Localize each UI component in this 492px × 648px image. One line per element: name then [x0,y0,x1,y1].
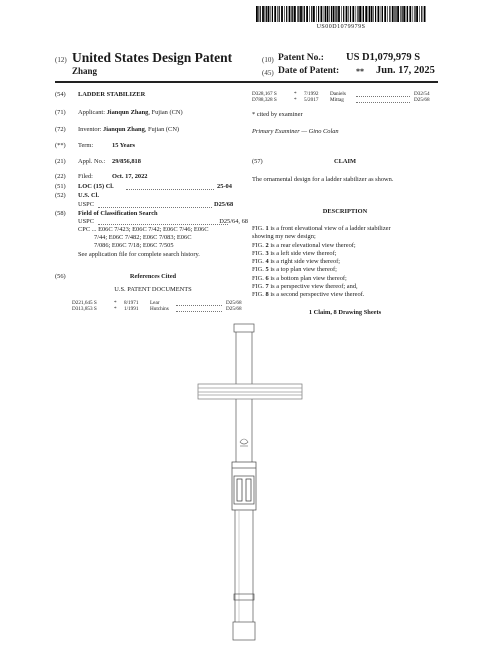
ref-date: 1/1991 [124,306,139,313]
lower-joint [234,594,254,600]
appl-no-label: Appl. No.: [78,158,106,165]
ref-leader [356,97,410,103]
figure-description: FIG. 8 is a second perspective view thereof. [252,291,365,299]
ref-class: D25/68 [226,300,242,306]
refs-right [252,91,438,103]
search-uspc-label: USPC [78,218,94,225]
ref-name: Hutchins [150,306,169,313]
ref-date: 5/2017 [304,97,319,104]
ref-leader [176,306,222,312]
term-code: (**) [55,142,66,149]
barcode [256,6,426,22]
code-12: (12) [55,56,67,64]
field-71-code: (71) [55,109,66,116]
ladder-stabilizer-drawing [170,322,330,644]
inventor-name: Jianqun Zhang [103,126,145,133]
ref-number: D221,645 S [72,300,97,306]
ref-class: D32/54 [414,91,430,97]
loc-value: 25-04 [217,183,232,190]
clamp-slot-left [237,479,242,501]
claim-text: The ornamental design for a ladder stabilizer as shown. [252,176,394,183]
ref-name: Lear [150,300,160,306]
field-58-code: (58) [55,210,66,217]
uspc-leader [98,207,212,208]
uspc-label: USPC [78,201,94,208]
code-45: (45) [262,69,274,77]
uspc-value: D25/68 [214,201,234,208]
inventor-line [78,126,179,134]
top-cap [234,324,254,332]
ref-leader [176,300,222,306]
date-marker: ** [356,67,364,76]
field-54-code: (54) [55,91,66,98]
loc-leader [126,189,214,190]
ref-name: Daniels [330,91,346,97]
crossbar [198,384,302,399]
cpc-line: 7/086; E06C 7/18; E06C 7/505 [94,242,174,250]
ladder-logo-mark [240,439,248,446]
figure-description: showing my new design; [252,233,316,241]
ref-mark: * [114,300,117,306]
date-label: Date of Patent: [278,66,340,76]
housing-block [232,462,256,510]
ref-number: D328,167 S [252,91,277,97]
applicant-name: Jianqun Zhang [106,109,149,116]
cpc-block [78,226,250,251]
ref-class: D25/68 [414,97,430,104]
patent-no-label: Patent No.: [278,53,324,63]
field-search-label: Field of Classification Search [78,210,158,217]
reference-row [252,97,438,103]
ref-mark: * [294,91,297,97]
filed-label: Filed: [78,173,93,180]
inventor-short-name: Zhang [72,66,98,76]
barcode-number: US00D1079979S [316,24,366,30]
field-72-code: (72) [55,126,66,133]
clamp-slot-right [246,479,251,501]
description-heading: DESCRIPTION [322,208,368,215]
patent-number: US D1,079,979 S [346,52,421,63]
field-56-code: (56) [55,273,66,280]
applicant-line [78,109,183,117]
term-value: 15 Years [112,142,136,149]
loc-label: LOC (15) Cl. [78,183,114,190]
references-cited-label: References Cited [129,273,177,280]
field-21-code: (21) [55,158,66,165]
ref-date: 7/1992 [304,91,319,97]
field-57-code: (57) [252,158,263,165]
search-history-note: See application file for complete search history. [78,251,200,258]
claims-sheets-summary: 1 Claim, 8 Drawing Sheets [308,309,382,316]
cpc-line: 7/44; E06C 7/482; E06C 7/083; E06C [94,234,192,242]
applicant-location: , Fujian (CN) [148,109,183,116]
term-label: Term: [78,142,94,149]
figure-description: FIG. 7 is a perspective view thereof; and, [252,283,358,291]
ref-date: 8/1971 [124,300,139,306]
figure-list [252,225,442,300]
refs-left [72,300,252,312]
figure-description: FIG. 4 is a right side view thereof; [252,258,341,266]
filed-value: Oct. 17, 2022 [112,173,148,180]
applicant-label: Applicant: [78,109,105,116]
appl-no-value: 29/856,818 [112,158,141,165]
ref-leader [356,91,410,97]
field-51-code: (51) [55,183,66,190]
code-10: (10) [262,56,274,64]
ref-mark: * [294,97,297,104]
search-uspc-value: D25/64, 68 [219,218,248,225]
field-22-code: (22) [55,173,66,180]
cited-by-examiner-note: * cited by examiner [252,111,303,118]
patent-title: United States Design Patent [72,50,233,65]
reference-row [72,306,252,312]
us-patent-docs-label: U.S. PATENT DOCUMENTS [114,286,192,293]
patent-date: Jun. 17, 2025 [376,65,435,76]
figure-description: FIG. 1 is a front elevational view of a ladder stabilizer [252,225,391,232]
figure-description: FIG. 5 is a top plan view thereof; [252,266,337,274]
primary-examiner: Primary Examiner — Gino Colan [252,128,339,135]
figure-description: FIG. 3 is a left side view thereof; [252,249,337,257]
figure-description: FIG. 2 is a rear elevational view thereof; [252,241,356,249]
inventor-location: , Fujian (CN) [144,126,180,133]
ref-name: Mittag [330,97,344,104]
figure-description: FIG. 6 is a bottom plan view thereof; [252,274,347,282]
field-52-code: (52) [55,192,66,199]
ref-mark: * [114,306,117,313]
foot [233,622,255,640]
ref-number: D313,853 S [72,306,97,313]
ref-number: D788,328 S [252,97,277,104]
header-rule [55,81,438,83]
ref-class: D25/68 [226,306,242,313]
design-title: LADDER STABILIZER [78,91,146,98]
cpc-line: CPC ... E06C 7/423; E06C 7/42; E06C 7/46; E06C [78,226,209,233]
claim-heading: CLAIM [333,158,356,165]
us-cl-label: U.S. Cl. [78,192,99,199]
inventor-label: Inventor: [78,126,102,133]
